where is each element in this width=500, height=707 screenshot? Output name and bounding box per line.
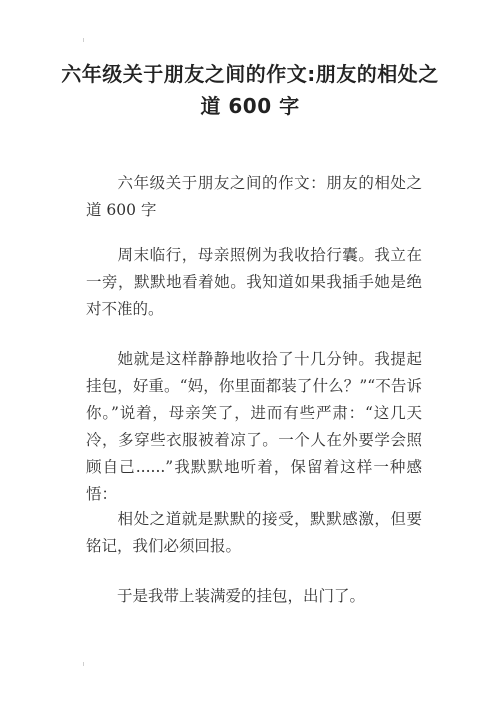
paragraph-5-text: 于是我带上装满爱的挂包，出门了。 [117, 587, 366, 605]
page-corner-mark-bottom [83, 662, 84, 666]
page-corner-mark-top [83, 38, 84, 42]
paragraph-2 [86, 242, 422, 323]
paragraph-3-text: 她就是这样静静地收拾了十几分钟。我提起挂包，好重。“妈，你里面都装了什么？”“不告诉你。”说着，母亲笑了，进而有些严肃：“这几天冷，多穿些衣服被着凉了。一个人在外要学会照顾自己......”我默默地听着，保留着这样一种感悟： [86, 350, 422, 503]
paragraph-1 [86, 170, 422, 224]
paragraph-4-text: 相处之道就是默默的接受，默默感激，但要铭记，我们必须回报。 [86, 510, 422, 555]
paragraph-5 [86, 583, 422, 610]
paragraph-1-text: 六年级关于朋友之间的作文：朋友的相处之道 600 字 [86, 174, 422, 219]
paragraph-4 [86, 506, 422, 560]
paragraph-2-text: 周末临行，母亲照例为我收拾行囊。我立在一旁，默默地看着她。我知道如果我插手她是绝对不准的。 [86, 246, 422, 318]
document-title: 六年级关于朋友之间的作文:朋友的相处之道 600 字 [61, 62, 439, 118]
paragraph-3 [86, 346, 422, 508]
